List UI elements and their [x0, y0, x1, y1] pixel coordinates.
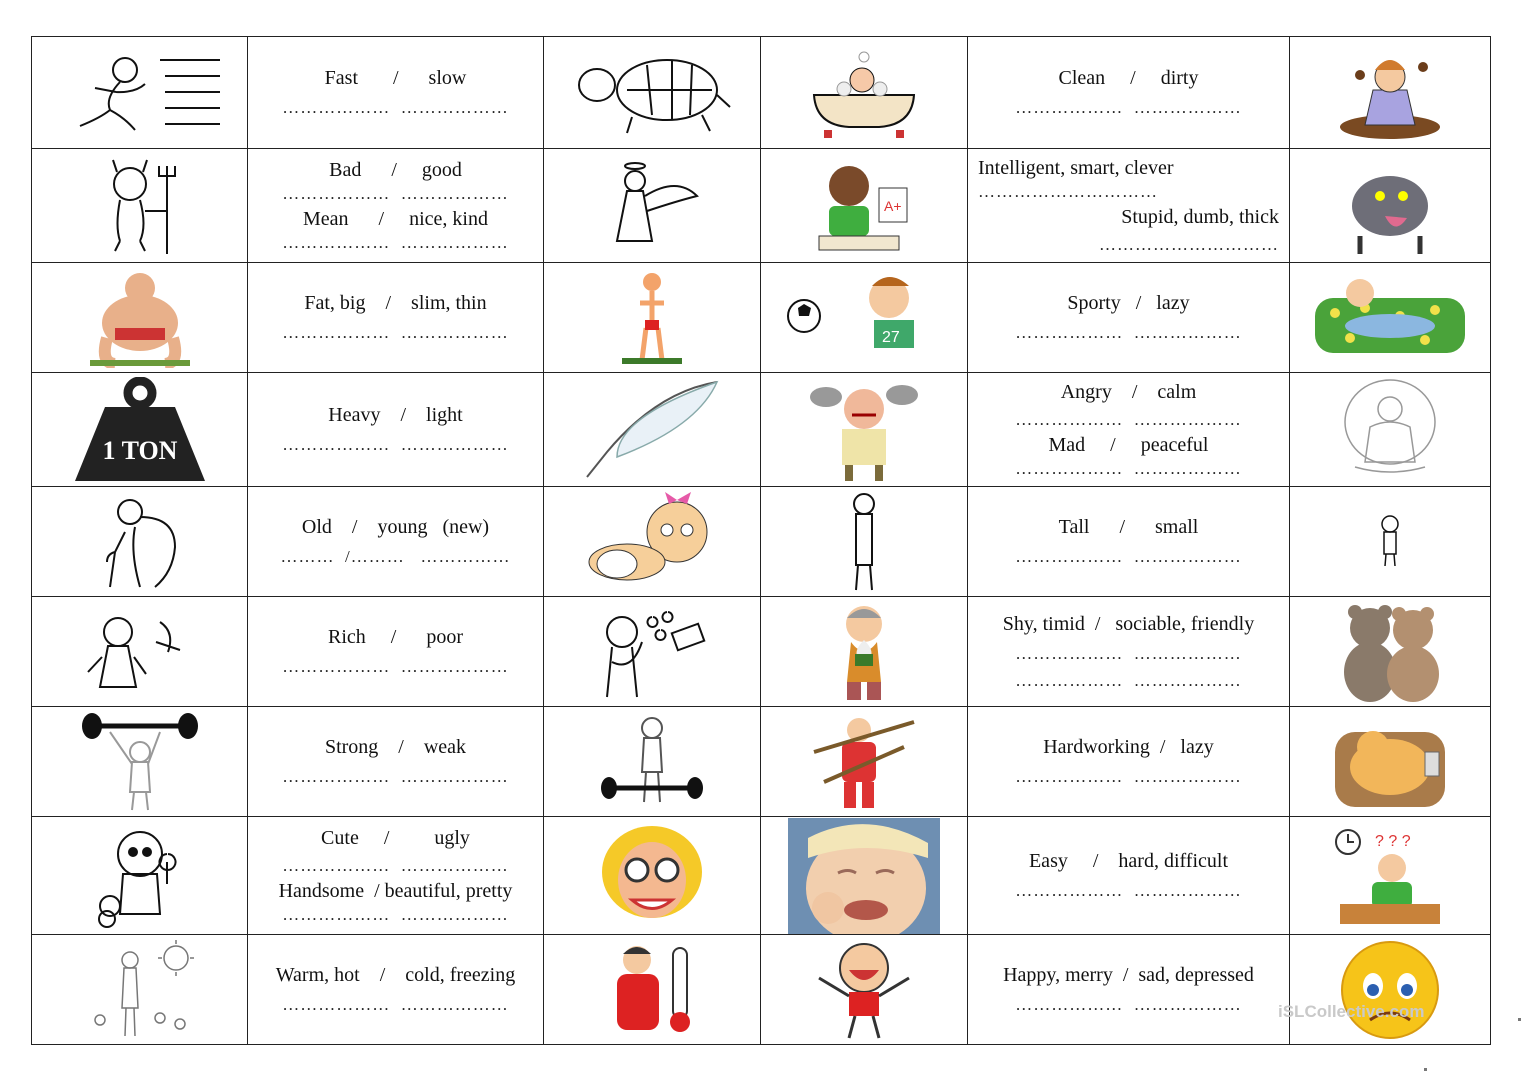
- hyena-icon: [1335, 156, 1445, 256]
- couch-sleeper-icon: [1305, 268, 1475, 368]
- two-bears-icon: [1335, 600, 1445, 704]
- buddha-icon: [1335, 377, 1445, 482]
- lazy-cat-icon: [1325, 712, 1455, 812]
- answer-blank[interactable]: ……………… ………………: [1015, 323, 1242, 343]
- answer-blank[interactable]: ……………… ………………: [282, 323, 509, 343]
- answer-blank[interactable]: ……………… ………………: [1015, 98, 1242, 118]
- table-row: [32, 37, 1491, 149]
- adjective-pair: Bad / good: [329, 159, 462, 182]
- adjective-pair: Fat, big / slim, thin: [304, 292, 487, 315]
- angry-man-icon: [804, 377, 924, 482]
- weight-label: 1 TON: [102, 436, 177, 465]
- adjective-pair: Fast / slow: [324, 67, 467, 90]
- answer-blank[interactable]: ……………… ………………: [282, 767, 509, 787]
- devil-icon: [85, 156, 195, 256]
- table-row: [32, 597, 1491, 707]
- adjective-pair: Strong / weak: [324, 736, 467, 759]
- bathtub-child-icon: [804, 45, 924, 140]
- sunny-day-icon: [80, 938, 200, 1042]
- adjective-pair: Rich / poor: [328, 626, 463, 649]
- weight-icon: [70, 377, 210, 482]
- answer-blank[interactable]: ……………… ………………: [1015, 644, 1242, 664]
- adjective-pair: Tall / small: [1058, 516, 1199, 539]
- answer-blank[interactable]: ……………… ………………: [282, 435, 509, 455]
- adjective-pair: Easy / hard, difficult: [1028, 850, 1229, 873]
- answer-blank[interactable]: ……………… ………………: [282, 657, 509, 677]
- tortoise-icon: [572, 45, 732, 140]
- poor-man-icon: [80, 602, 200, 702]
- adjective-pair: Intelligent, smart, clever: [978, 157, 1174, 180]
- svg-text:A+: A+: [884, 197, 902, 214]
- page-mark: [1518, 1018, 1521, 1021]
- adjective-pair: Mad / peaceful: [1048, 433, 1209, 456]
- child-photo-icon: [788, 818, 940, 934]
- happy-boy-icon: [809, 938, 919, 1042]
- answer-blank[interactable]: ……………… ………………: [1015, 995, 1242, 1015]
- answer-blank[interactable]: …………………………: [1099, 234, 1279, 254]
- weak-lifter-icon: [597, 712, 707, 812]
- cold-man-icon: [597, 938, 707, 1042]
- smart-student-icon: [804, 156, 924, 256]
- baby-icon: [577, 492, 727, 592]
- table-row: [32, 263, 1491, 373]
- page-mark: [1424, 1068, 1427, 1071]
- small-man-icon: [1375, 514, 1405, 570]
- rich-man-icon: [592, 602, 712, 702]
- adjective-pair: Stupid, dumb, thick: [1121, 205, 1279, 228]
- adjective-pair: Happy, merry / sad, depressed: [1003, 964, 1254, 987]
- adjective-pair: Warm, hot / cold, freezing: [275, 964, 516, 987]
- tall-man-icon: [834, 490, 894, 594]
- answer-blank[interactable]: ……………… ………………: [282, 904, 509, 924]
- running-man-icon: [50, 48, 230, 138]
- table-row: [32, 935, 1491, 1045]
- table-row: [32, 149, 1491, 263]
- adjective-pair: Mean / nice, kind: [303, 207, 488, 230]
- adjective-pair: Old / young (new): [301, 516, 490, 539]
- adjective-pair: Cute / ugly: [321, 827, 470, 850]
- answer-blank[interactable]: ……………… ………………: [282, 856, 509, 876]
- svg-text:? ? ?: ? ? ?: [1375, 832, 1411, 850]
- adjective-pair: Heavy / light: [328, 404, 463, 427]
- answer-blank[interactable]: ……………… ………………: [1015, 410, 1242, 430]
- sumo-wrestler-icon: [85, 268, 195, 368]
- watermark-text: iSLCollective.com: [1278, 1002, 1425, 1021]
- table-row: [32, 817, 1491, 935]
- feather-icon: [577, 377, 727, 482]
- worker-icon: [804, 712, 924, 812]
- sad-face-icon: [1335, 938, 1445, 1042]
- answer-blank[interactable]: …………………………: [978, 182, 1158, 202]
- adjective-pair: Sporty / lazy: [1067, 292, 1190, 315]
- answer-blank[interactable]: ……………… ………………: [1015, 547, 1242, 567]
- answer-blank[interactable]: ……………… ………………: [1015, 881, 1242, 901]
- table-row: [32, 487, 1491, 597]
- muddy-girl-icon: [1335, 45, 1445, 140]
- adjective-pair: Shy, timid / sociable, friendly: [1002, 613, 1255, 636]
- adjective-pair: Handsome / beautiful, pretty: [278, 879, 513, 902]
- answer-blank[interactable]: ……………… ………………: [282, 995, 509, 1015]
- answer-blank[interactable]: ……………… ………………: [282, 184, 509, 204]
- answer-blank[interactable]: ……………… ………………: [282, 232, 509, 252]
- vocabulary-table: [31, 36, 1491, 1045]
- shy-dwarf-icon: [819, 600, 909, 704]
- answer-blank[interactable]: ……………… ………………: [282, 98, 509, 118]
- ugly-woman-icon: [597, 822, 707, 930]
- table-row: [32, 707, 1491, 817]
- svg-text:27: 27: [882, 328, 900, 346]
- weightlifter-icon: [80, 712, 200, 812]
- adjective-pair: Hardworking / lazy: [1043, 736, 1214, 759]
- answer-blank[interactable]: ……………… ………………: [1015, 458, 1242, 478]
- answer-blank[interactable]: ……… /……… ……………: [280, 547, 511, 567]
- adjective-pair: Angry / calm: [1060, 381, 1197, 404]
- thin-man-icon: [612, 268, 692, 368]
- answer-blank[interactable]: ……………… ………………: [1015, 767, 1242, 787]
- soccer-boy-icon: [784, 268, 944, 368]
- adjective-pair: Clean / dirty: [1058, 67, 1199, 90]
- angel-icon: [597, 156, 707, 256]
- cute-kid-icon: [85, 824, 195, 928]
- old-man-icon: [85, 492, 195, 592]
- answer-blank[interactable]: ……………… ………………: [1015, 670, 1242, 690]
- table-row: [32, 373, 1491, 487]
- confused-student-icon: [1330, 824, 1450, 928]
